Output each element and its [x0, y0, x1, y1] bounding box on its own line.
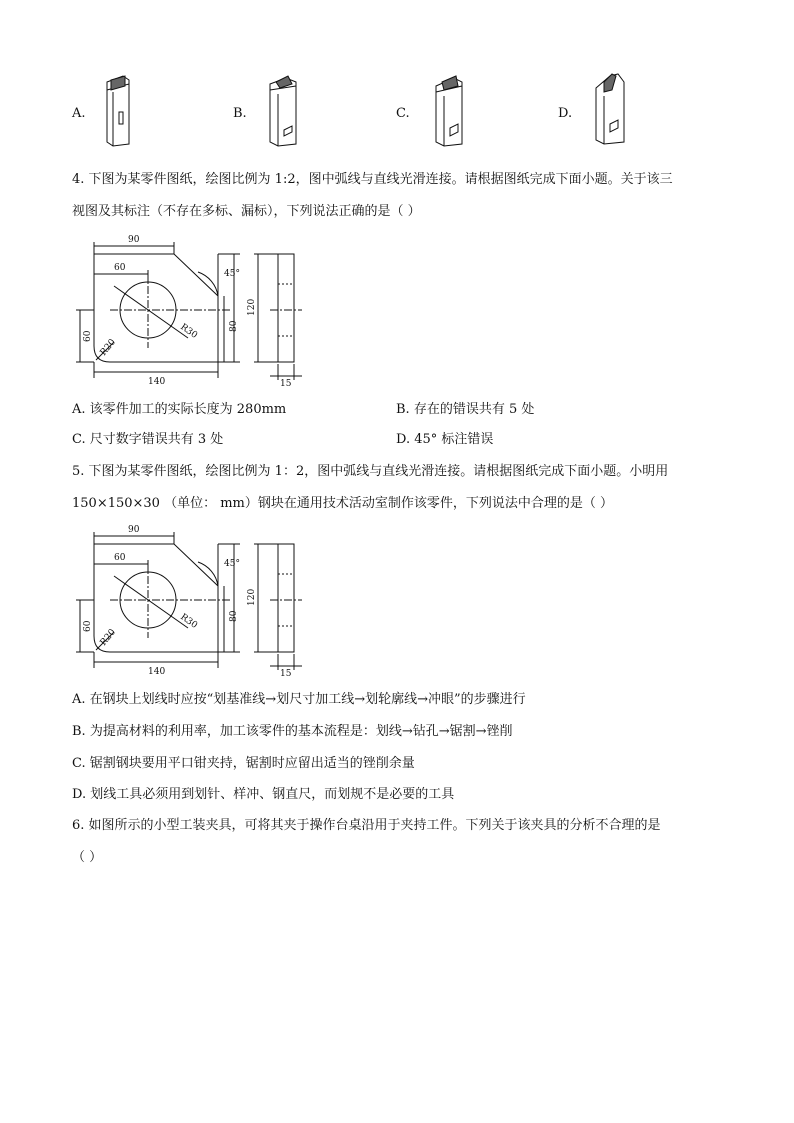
q3-option-a-figure [95, 72, 135, 148]
dim-120: 120 [247, 298, 257, 316]
q5-option-a[interactable]: A. 在钢块上划线时应按“划基准线→划尺寸加工线→划轮廓线→冲眼”的步骤进行 [72, 692, 526, 707]
q3-option-a-label[interactable]: A. [72, 106, 86, 121]
dim-r30: R30 [178, 612, 199, 631]
q5-option-d[interactable]: D. 划线工具必须用到划针、样冲、钢直尺，而划规不是必要的工具 [72, 787, 455, 802]
dim-140: 140 [148, 377, 166, 387]
dim-80: 80 [229, 610, 239, 622]
dim-r20: R20 [98, 627, 119, 648]
q5-option-b[interactable]: B. 为提高材料的利用率，加工该零件的基本流程是：划线→钻孔→锯割→锉削 [72, 724, 513, 739]
q5-stem-line2: 150×150×30 （单位： mm）钢块在通用技术活动室制作该零件，下列说法中合理的是（ ） [72, 496, 614, 511]
q4-option-d[interactable]: D. 45° 标注错误 [396, 432, 494, 447]
dim-120: 120 [247, 588, 257, 606]
dim-60-top: 60 [114, 553, 126, 563]
dim-60-left: 60 [83, 330, 93, 342]
q3-option-b-label[interactable]: B. [233, 106, 247, 121]
q4-option-a[interactable]: A. 该零件加工的实际长度为 280mm [72, 402, 287, 417]
dim-60-left: 60 [83, 620, 93, 632]
dim-15: 15 [280, 669, 292, 679]
q5-stem-line1: 5. 下图为某零件图纸，绘图比例为 1：2，图中弧线与直线光滑连接。请根据图纸完成下面小题。小明用 [72, 464, 669, 479]
q3-option-d-figure [590, 70, 630, 146]
dim-90: 90 [128, 525, 140, 535]
dim-r30: R30 [178, 322, 199, 341]
q4-stem-line1: 4. 下图为某零件图纸，绘图比例为 1:2，图中弧线与直线光滑连接。请根据图纸完成下面小题。关于该三 [72, 172, 673, 187]
q3-option-d-label: D. [558, 106, 573, 121]
q4-stem-line2: 视图及其标注（不存在多标、漏标），下列说法正确的是（ ） [72, 204, 421, 219]
dim-r20: R20 [98, 337, 119, 358]
q3-option-b-figure [262, 72, 302, 148]
q3-option-c-label[interactable]: C. [396, 106, 410, 121]
q6-stem-line2: （ ） [72, 850, 103, 865]
q4-option-b[interactable]: B. 存在的错误共有 5 处 [396, 402, 535, 417]
dim-90: 90 [128, 235, 140, 245]
dim-45-deg: 45° [224, 269, 240, 279]
q4-part-drawing [70, 232, 320, 389]
dim-45-deg: 45° [224, 559, 240, 569]
dim-140: 140 [148, 667, 166, 677]
dim-60-top: 60 [114, 263, 126, 273]
q5-part-drawing [70, 522, 320, 679]
q4-option-c[interactable]: C. 尺寸数字错误共有 3 处 [72, 432, 224, 447]
dim-80: 80 [229, 320, 239, 332]
q5-option-c[interactable]: C. 锯割钢块要用平口钳夹持，锯割时应留出适当的锉削余量 [72, 756, 415, 771]
dim-15: 15 [280, 379, 292, 389]
q6-stem-line1: 6. 如图所示的小型工装夹具，可将其夹于操作台桌沿用于夹持工件。下列关于该夹具的分析不合理的是 [72, 818, 661, 833]
q3-option-c-figure [428, 72, 468, 148]
